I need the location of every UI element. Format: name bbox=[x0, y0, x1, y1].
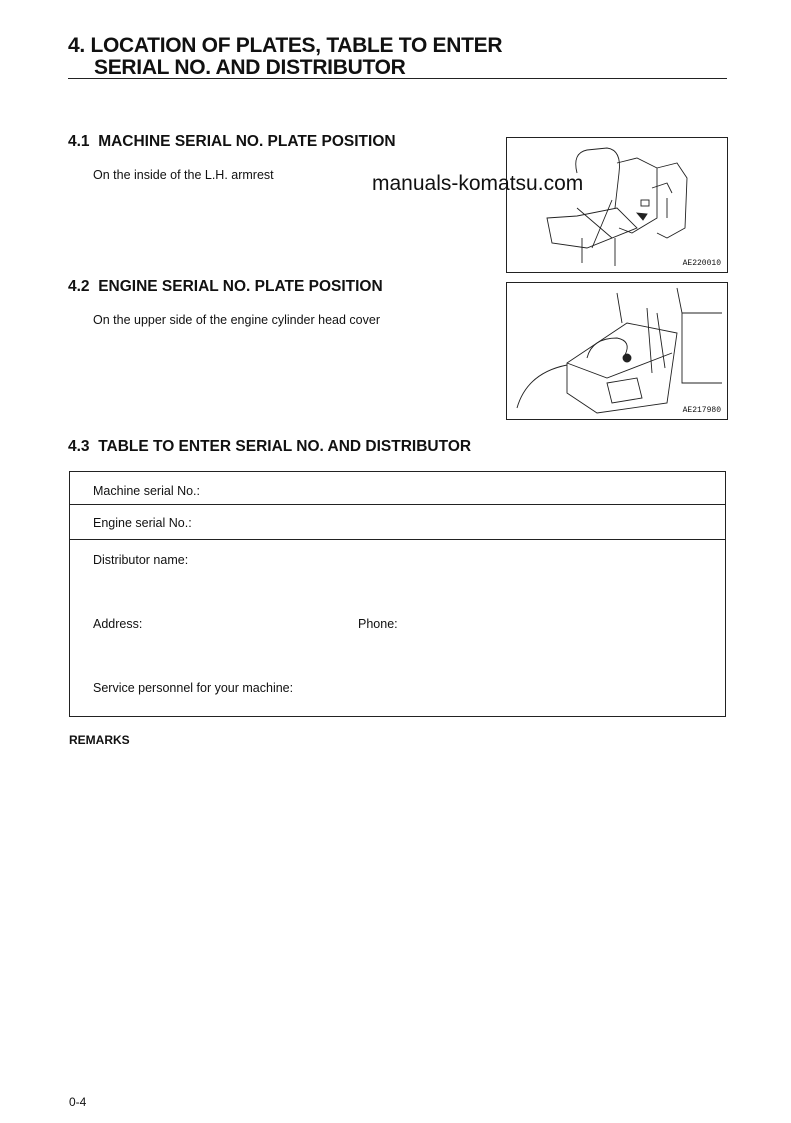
section-number: 4.1 bbox=[68, 133, 90, 150]
section-4-3-heading bbox=[68, 438, 471, 456]
page-title-line1: 4. LOCATION OF PLATES, TABLE TO ENTER bbox=[68, 34, 503, 57]
machine-plate-figure bbox=[506, 137, 728, 273]
page-number: 0-4 bbox=[69, 1095, 87, 1109]
address-field[interactable]: Address: bbox=[93, 617, 143, 631]
section-title: TABLE TO ENTER SERIAL NO. AND DISTRIBUTOR bbox=[98, 438, 472, 455]
machine-serial-field[interactable]: Machine serial No.: bbox=[70, 472, 726, 505]
phone-field[interactable]: Phone: bbox=[358, 617, 398, 631]
armrest-illustration bbox=[507, 138, 727, 272]
engine-illustration bbox=[507, 283, 727, 419]
service-personnel-field[interactable]: Service personnel for your machine: bbox=[93, 681, 294, 695]
page-title-line2: SERIAL NO. AND DISTRIBUTOR bbox=[94, 56, 406, 79]
engine-plate-figure bbox=[506, 282, 728, 420]
distributor-name-field[interactable]: Distributor name: bbox=[93, 553, 189, 567]
figure-label: AE220010 bbox=[682, 259, 721, 268]
figure-label: AE217980 bbox=[682, 406, 721, 415]
section-4-1-text: On the inside of the L.H. armrest bbox=[93, 168, 274, 182]
section-title: MACHINE SERIAL NO. PLATE POSITION bbox=[98, 133, 396, 150]
section-4-2-text: On the upper side of the engine cylinder head cover bbox=[93, 313, 380, 327]
section-title: ENGINE SERIAL NO. PLATE POSITION bbox=[98, 278, 383, 295]
section-number: 4.2 bbox=[68, 278, 90, 295]
section-4-2-heading bbox=[68, 278, 383, 296]
serial-distributor-table bbox=[69, 471, 726, 717]
watermark: manuals-komatsu.com bbox=[372, 172, 584, 195]
distributor-block bbox=[70, 540, 726, 717]
engine-serial-field[interactable]: Engine serial No.: bbox=[70, 505, 726, 540]
section-number: 4.3 bbox=[68, 438, 90, 455]
title-rule bbox=[68, 78, 727, 79]
remarks-heading: REMARKS bbox=[69, 733, 130, 747]
section-4-1-heading bbox=[68, 133, 396, 151]
